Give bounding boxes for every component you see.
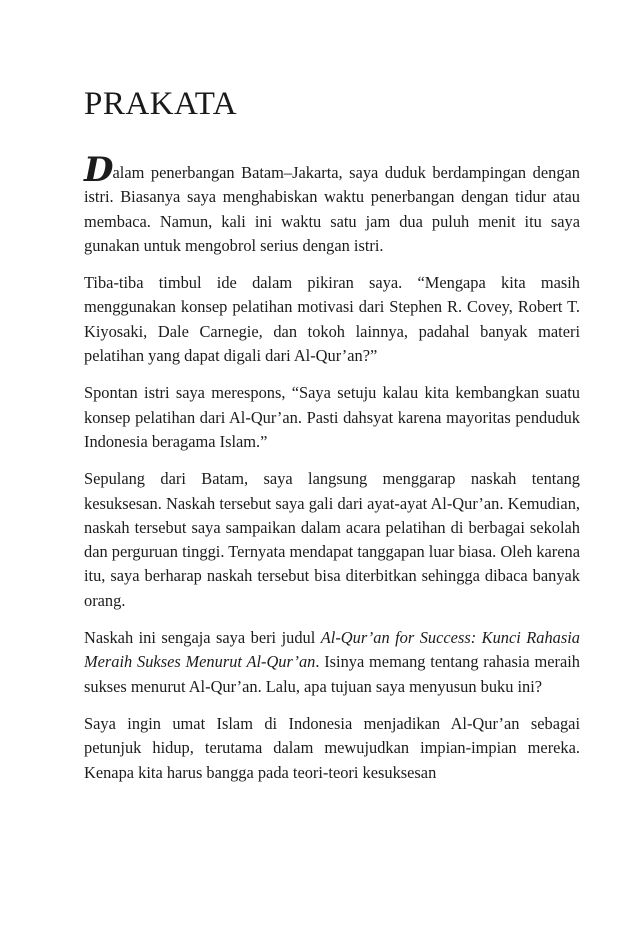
paragraph-4: Sepulang dari Batam, saya langsung menggarap naskah tentang kesuksesan. Naskah tersebut saya gali dari ayat-ayat Al-Qur’an. Kemudian, naskah tersebut saya sampaikan dalam acara pelatihan di berbagai sekolah dan perguruan tinggi. Ternyata mendapat tanggapan luar biasa. Oleh karena itu, saya berharap naskah tersebut bisa diterbitkan sehingga dibaca banyak orang. [84, 469, 580, 610]
paragraph-1 [84, 150, 580, 258]
book-title-italic: Al-Qur’an for Success: Kunci Rahasia Meraih Sukses Menurut Al-Qur’an [84, 628, 580, 672]
paragraph-5 [84, 626, 580, 699]
paragraph-2: Tiba-tiba timbul ide dalam pikiran saya. “Mengapa kita masih menggunakan konsep pelatihan motivasi dari Stephen R. Covey, Robert T. Kiyosaki, Dale Carnegie, dan tokoh lainnya, padahal banyak materi pelatihan yang dapat digali dari Al-Qur’an?” [84, 273, 580, 366]
paragraph-3: Spontan istri saya merespons, “Saya setuju kalau kita kembangkan suatu konsep pelatihan dari Al-Qur’an. Pasti dahsyat karena mayoritas penduduk Indonesia beragama Islam.” [84, 383, 580, 451]
dropcap-letter: D [84, 150, 112, 190]
body-text [84, 150, 580, 798]
watermark [602, 847, 612, 907]
paragraph-1-text: alam penerbangan Batam–Jakarta, saya duduk berdampingan dengan istri. Biasanya saya menghabiskan waktu penerbangan dengan tidur atau membaca. Namun, kali ini waktu satu jam dua puluh menit itu saya gunakan untuk mengobrol serius dengan istri. [84, 163, 580, 255]
paragraph-5-text-after: . Isinya memang tentang rahasia meraih sukses menurut Al-Qur’an. Lalu, apa tujuan saya menyusun buku ini? [84, 652, 580, 696]
paragraph-6: Saya ingin umat Islam di Indonesia menjadikan Al-Qur’an sebagai petunjuk hidup, terutama dalam mewujudkan impian-impian mereka. Kenapa kita harus bangga pada teori-teori kesuksesan [84, 713, 580, 782]
page-title: PRAKATA [84, 86, 238, 122]
paragraph-5-text-before: Naskah ini sengaja saya beri judul [84, 628, 321, 648]
